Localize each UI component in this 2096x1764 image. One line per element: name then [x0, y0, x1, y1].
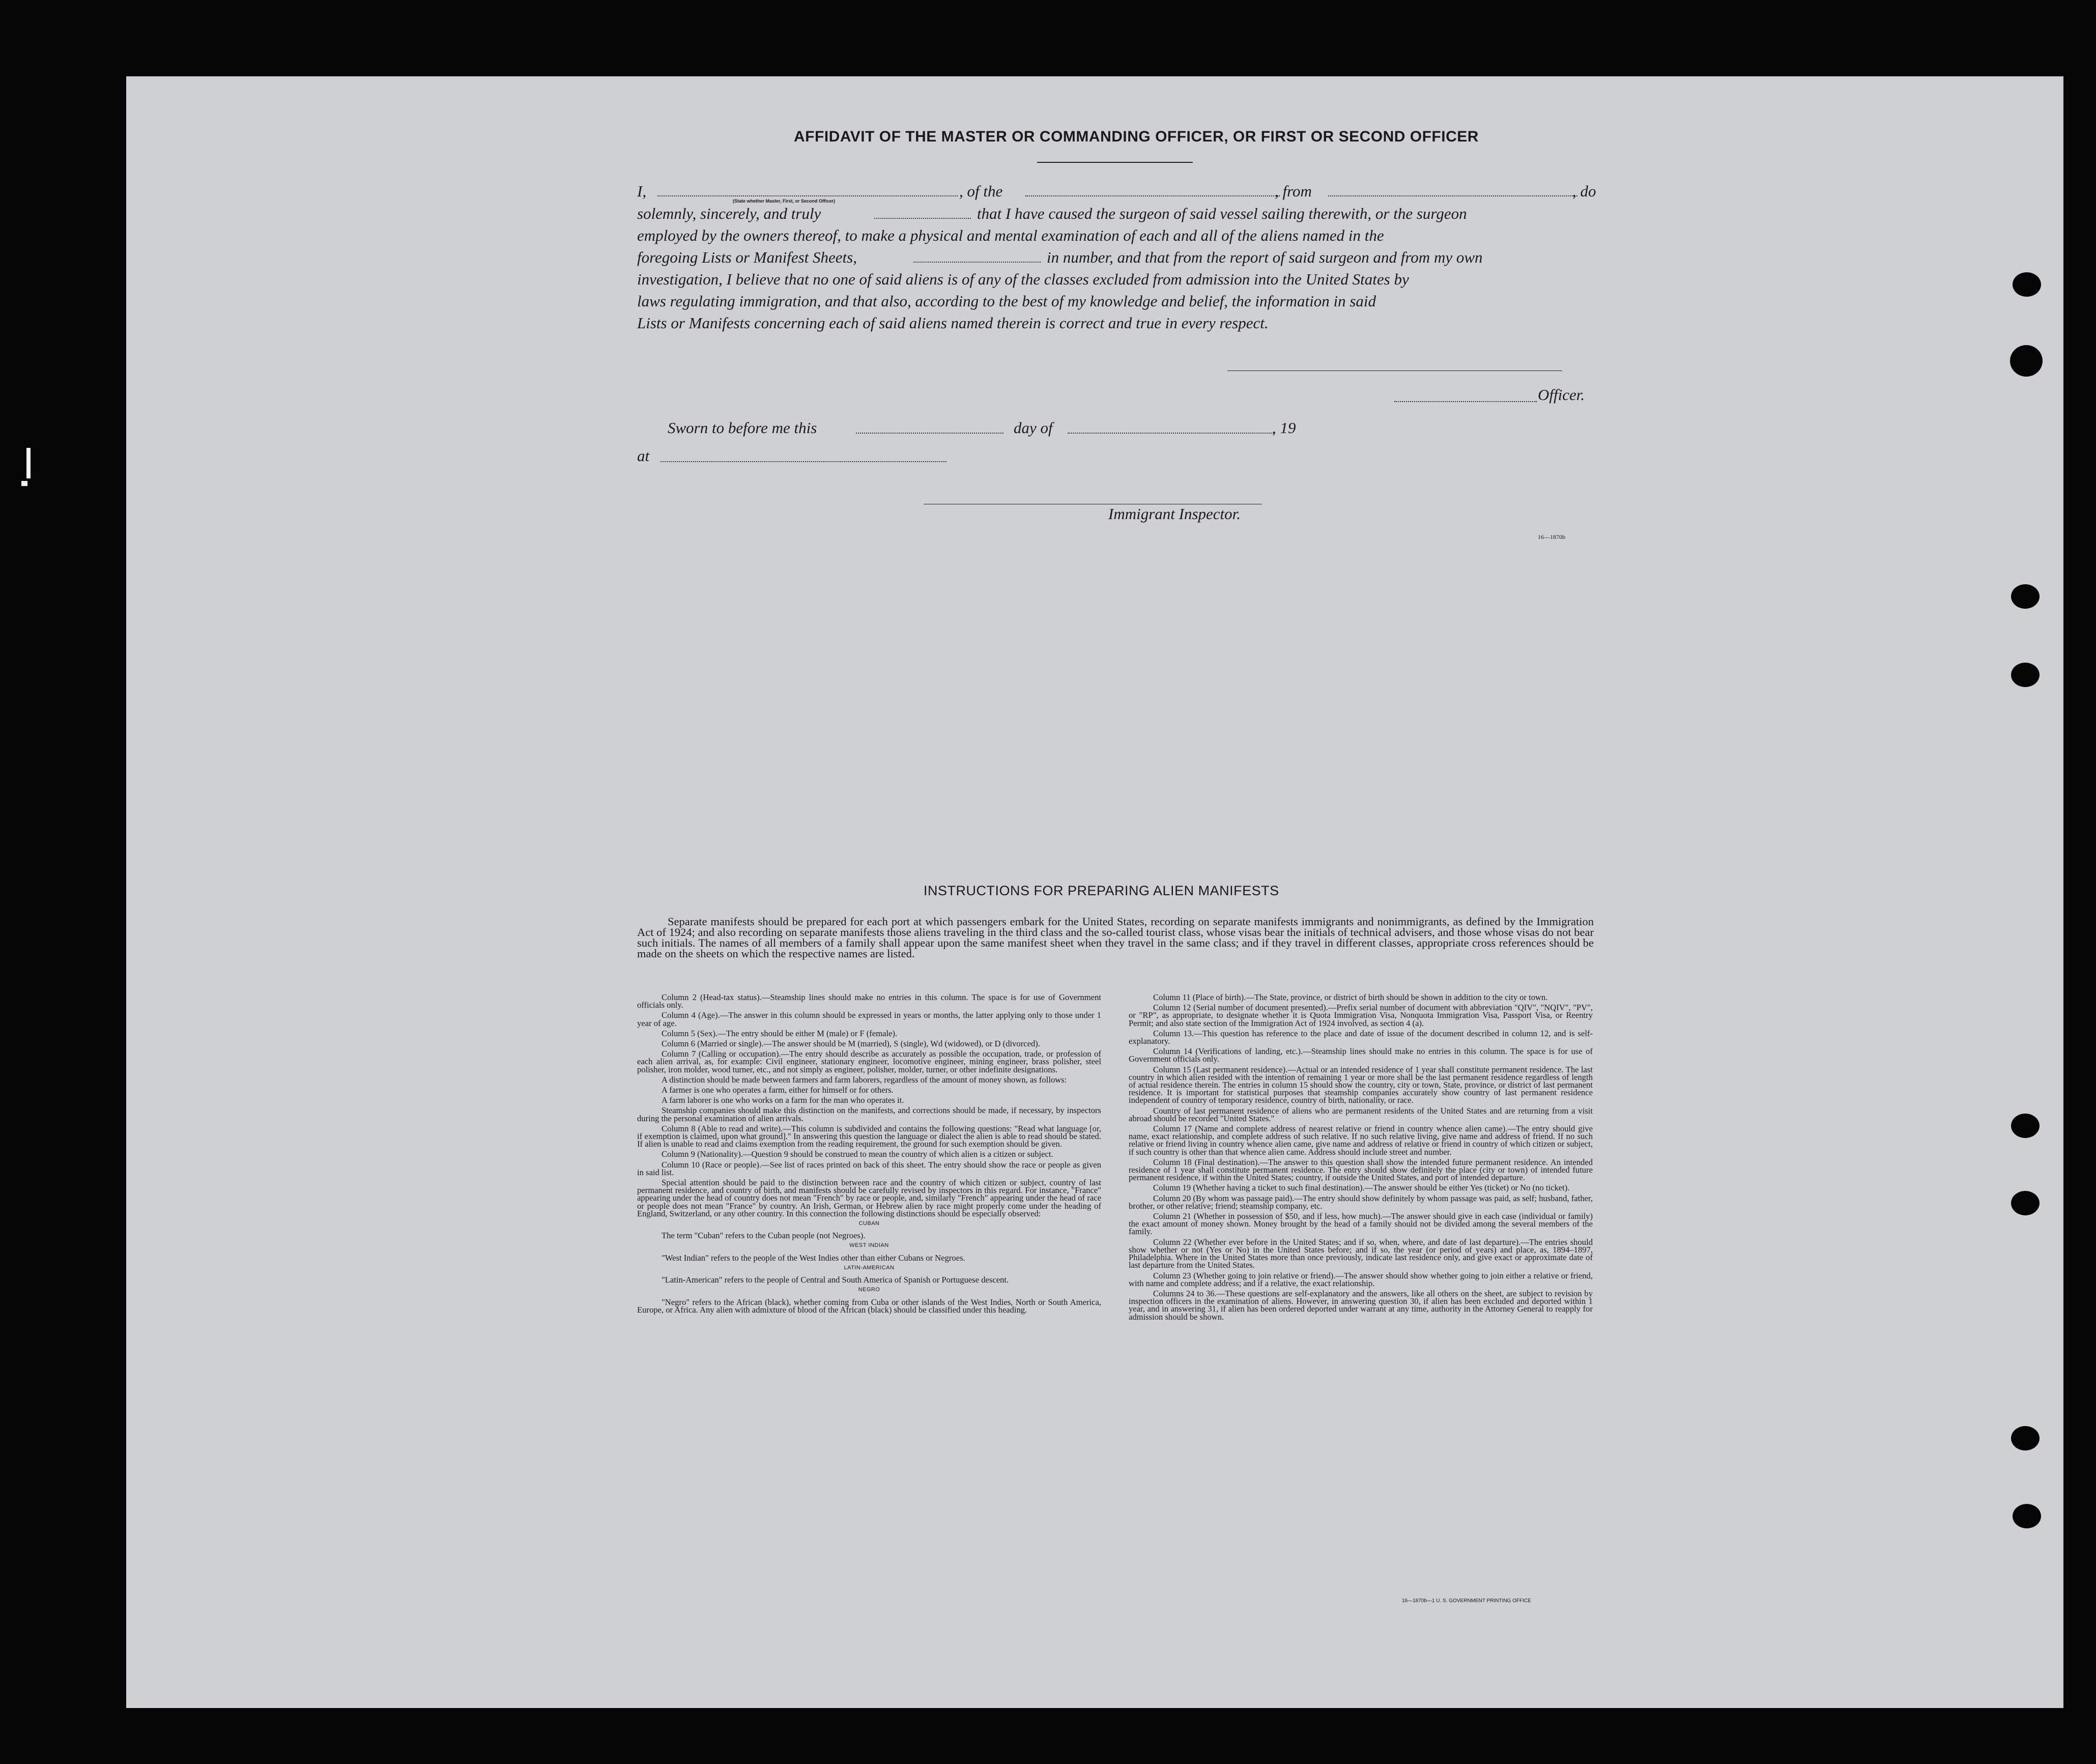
left-col-para: Column 8 (Able to read and write).—This column is subdivided and contains the following questions: "Read what language [or, if exemption is claimed, upon what ground]." In answering this question the language or dialect the alien is able to read should be stated. If alien is unable to read and claims exemption from the reading requirement, the ground for such exemption should be given.: [637, 1123, 1101, 1149]
sworn-text-a: Sworn to before me this: [668, 419, 817, 437]
left-col-para: A farm laborer is one who works on a farm for the man who operates it.: [662, 1095, 904, 1105]
affidavit-line3: employed by the owners thereof, to make a physical and mental examination of each and all of the aliens named in the: [637, 226, 1384, 244]
instructions-intro: Separate manifests should be prepared for each port at which passengers embark for the United States, recording on separate manifests immigrants and nonimmigrants, as defined by the Immigration Act of 1924; and also recording on separate manifests those aliens traveling in the third class and the so-called tourist class, whose visas bear the initials of technical advisers, and those whose visas do not bear such initials. The names of all members of a family shall appear upon the same manifest sheet when they travel in the same class; and if they travel in different classes, appropriate cross references should be made on the sheets on which the respective names are listed.: [637, 915, 1594, 960]
left-col-para: Special attention should be paid to the distinction between race and the country of which citizen or subject, country of last permanent residence, and country of birth, and manifests should be carefully revised by inspectors in this regard. For instance, "France" appearing under the head of country does not mean "French" by race or people, and, similarly "French" appearing under the head of race or people does not mean "France" by country. An Irish, German, or Hebrew alien by race might properly come under the heading of England, Switzerland, or any other country. In this connection the following distinctions should be especially observed:: [637, 1178, 1101, 1218]
punch-hole: [2010, 345, 2043, 377]
printing-office-footer: 16—1870b—1 U. S. GOVERNMENT PRINTING OFFICE: [1402, 1598, 1531, 1604]
left-col-para: Column 6 (Married or single).—The answer should be M (married), S (single), Wd (widowed), or D (divorced).: [662, 1039, 1040, 1049]
officer-rank-field[interactable]: [657, 195, 958, 196]
punch-hole: [2011, 1426, 2040, 1450]
sworn-month-field[interactable]: [1068, 433, 1274, 434]
right-col-para: Column 19 (Whether having a ticket to such final destination).—The answer should be either Yes (ticket) or No (no ticket).: [1153, 1183, 1570, 1193]
left-col-para: A distinction should be made between farmers and farm laborers, regardless of the amount of money shown, as follows:: [662, 1074, 1067, 1085]
affidavit-line2b: that I have caused the surgeon of said vessel sailing therewith, or the surgeon: [977, 205, 1467, 222]
punch-hole: [2011, 663, 2040, 687]
affidavit-line2a: solemnly, sincerely, and truly: [637, 205, 821, 222]
edge-mark: [21, 481, 27, 486]
right-col-para: Column 14 (Verifications of landing, etc.).—Steamship lines should make no entries in this column. The space is for use of Government officials only.: [1129, 1046, 1593, 1064]
cuban-heading: CUBAN: [858, 1220, 880, 1227]
affidavit-title: AFFIDAVIT OF THE MASTER OR COMMANDING OFFICER, OR FIRST OR SECOND OFFICER: [794, 128, 1479, 145]
left-col-para: Column 7 (Calling or occupation).—The entry should describe as accurately as possible the occupation, trade, or profession of each alien arrival, as, for example: Civil engineer, stationary engineer, locomotive engineer, mining engineer, brass polisher, steel polisher, iron molder, wood turner, etc., and not simply as engineer, polisher, molder, turner, or other indefinite designations.: [637, 1049, 1101, 1074]
right-col-para: Column 22 (Whether ever before in the United States; and if so, when, where, and date of last departure).—The entries should show whether or not (Yes or No) in the United States before; and if so, the year (or period of years) and place, as, 1894–1897, Philadelphia. Where in the United States more than once previously, indicate last residence only, and give exact or approximate date of last departure from the United States.: [1129, 1237, 1593, 1270]
at-label: at: [637, 447, 650, 465]
title-underline: [1037, 162, 1193, 163]
right-col-para: Country of last permanent residence of aliens who are permanent residents of the United States and are returning from a visit abroad should be recorded "United States.": [1129, 1105, 1593, 1123]
instructions-title: INSTRUCTIONS FOR PREPARING ALIEN MANIFESTS: [924, 883, 1279, 898]
sworn-place-field[interactable]: [661, 461, 946, 462]
latin-american-heading: LATIN-AMERICAN: [844, 1264, 895, 1271]
right-col-para: Columns 24 to 36.—These questions are self-explanatory and the answers, like all others on the sheet, are subject to revision by inspection officers in the examination of aliens. However, in answering question 30, if alien has been excluded and deported within 1 year, and in answering 31, if alien has been ordered deported under warrant at any time, authority in the Attorney General to reapply for admission should be shown.: [1129, 1288, 1593, 1322]
instructions-left-column: [637, 993, 1101, 1316]
latin-american-text: "Latin-American" refers to the people of Central and South America of Spanish or Portuguese descent.: [662, 1275, 1009, 1285]
left-col-para: Column 9 (Nationality).—Question 9 should be construed to mean the country of which alien is a citizen or subject.: [662, 1149, 1053, 1159]
punch-hole: [2013, 1504, 2041, 1528]
departure-port-field[interactable]: [1328, 195, 1577, 196]
oath-form-field[interactable]: [874, 218, 971, 219]
sworn-text-c: , 19: [1272, 419, 1296, 437]
inspector-label: Immigrant Inspector.: [1108, 505, 1241, 523]
left-col-para: A farmer is one who operates a farm, either for himself or for others.: [662, 1085, 894, 1095]
affidavit-line4b: in number, and that from the report of said surgeon and from my own: [1047, 248, 1483, 266]
cuban-text: The term "Cuban" refers to the Cuban people (not Negroes).: [662, 1231, 866, 1241]
affidavit-line5: investigation, I believe that no one of said aliens is of any of the classes excluded from admission into the United States by: [637, 270, 1409, 288]
affidavit-line1-from: , from: [1275, 182, 1312, 200]
left-col-para: Column 2 (Head-tax status).—Steamship lines should make no entries in this column. The space is for use of Government officials only.: [637, 992, 1101, 1010]
state-whether-note: (State whether Master, First, or Second Officer): [733, 198, 836, 204]
right-col-para: Column 18 (Final destination).—The answer to this question shall show the intended future permanent residence. An intended residence of 1 year shall constitute permanent residence. The entry should show definitely the place (city or town) of intended future permanent residence, if within the United States; country, if outside the United States, and port of intended departure.: [1129, 1157, 1593, 1183]
officer-signature-field[interactable]: [1394, 401, 1537, 402]
negro-text: "Negro" refers to the African (black), whether coming from Cuba or other islands of the West Indies, North or South America, Europe, or Africa. Any alien with admixture of blood of the African (black) should be classified under this heading.: [637, 1297, 1101, 1315]
affidavit-line7: Lists or Manifests concerning each of said aliens named therein is correct and true in every respect.: [637, 314, 1269, 332]
left-col-para: Column 10 (Race or people).—See list of races printed on back of this sheet. The entry should show the race or people as given in said list.: [637, 1159, 1101, 1177]
right-col-para: Column 15 (Last permanent residence).—Actual or an intended residence of 1 year shall constitute permanent residence. The last country in which alien resided with the intention of remaining 1 year or more shall be the last permanent residence regardless of length of actual residence therein. The entries in column 15 should show the country, city or town, State, province, or district of last permanent residence. It is important for statistical purposes that steamship companies accurately show country of last permanent residence independent of country of temporary residence, country of birth, nationality, or race.: [1129, 1064, 1593, 1105]
punch-hole: [2013, 272, 2041, 297]
sworn-day-field[interactable]: [856, 433, 1003, 434]
vessel-name-field[interactable]: [1025, 195, 1280, 196]
punch-hole: [2011, 1191, 2040, 1215]
sheet-count-field[interactable]: [913, 262, 1041, 263]
punch-hole: [2011, 584, 2040, 609]
sworn-text-b: day of: [1014, 419, 1053, 437]
affidavit-line6: laws regulating immigration, and that also, according to the best of my knowledge and belief, the information in said: [637, 292, 1376, 310]
affidavit-line1-do: , do: [1572, 182, 1596, 200]
left-col-para: Column 4 (Age).—The answer in this column should be expressed in years or months, the latter applying only to those under 1 year of age.: [637, 1010, 1101, 1028]
right-col-para: Column 17 (Name and complete address of nearest relative or friend in country whence alien came).—The entry should give name, exact relationship, and complete address of such relative. If no such relative living, give name and address of friend. If no such relative or friend living in country whence alien came, give name and address of relative or friend in country of which citizen or subject, if such country is other than that whence alien came. Address should include street and number.: [1129, 1124, 1593, 1157]
edge-mark: [26, 448, 31, 478]
affidavit-line4a: foregoing Lists or Manifest Sheets,: [637, 248, 857, 266]
form-number: 16—1870b: [1538, 533, 1565, 540]
west-indian-heading: WEST INDIAN: [849, 1242, 889, 1249]
left-col-para: Column 5 (Sex).—The entry should be either M (male) or F (female).: [662, 1028, 898, 1038]
instructions-right-column: [1129, 993, 1593, 1323]
right-col-para: Column 11 (Place of birth).—The State, province, or district of birth should be shown in addition to the city or town.: [1153, 992, 1548, 1002]
left-col-para: Steamship companies should make this distinction on the manifests, and corrections should be made, if necessary, by inspectors during the personal examination of alien arrivals.: [637, 1105, 1101, 1123]
officer-label: Officer.: [1538, 386, 1585, 404]
right-col-para: Column 20 (By whom was passage paid).—The entry should show definitely by whom passage was paid, as self; husband, father, brother, or other relative; friend; steamship company, etc.: [1129, 1193, 1593, 1211]
punch-hole: [2011, 1114, 2040, 1138]
negro-heading: NEGRO: [858, 1287, 880, 1293]
right-col-para: Column 13.—This question has reference to the place and date of issue of the document described in column 12, and is self-explanatory.: [1129, 1028, 1593, 1046]
right-col-para: Column 12 (Serial number of document presented).—Prefix serial number of document with abbreviation "QIV", "NQIV", "PV", or "RP", as appropriate, to designate whether it is Quota Immigration Visa, Nonquota Immigration Visa, Passport Visa, or Reentry Permit; and also state section of the Immigration Act of 1924 involved, as section 4 (a).: [1129, 1003, 1593, 1028]
right-col-para: Column 21 (Whether in possession of $50, and if less, how much).—The answer should give in each case (individual or family) the exact amount of money shown. Money brought by the head of a family should not be divided among the several members of the family.: [1129, 1211, 1593, 1237]
west-indian-text: "West Indian" refers to the people of the West Indies other than either Cubans or Negroes.: [662, 1253, 965, 1263]
affidavit-line1-of: , of the: [959, 182, 1003, 200]
affidavit-line1-i: I,: [637, 182, 647, 200]
right-col-para: Column 23 (Whether going to join relative or friend).—The answer should show whether going to join either a relative or friend, with name and complete address; and if a relative, the exact relationship.: [1129, 1270, 1593, 1288]
